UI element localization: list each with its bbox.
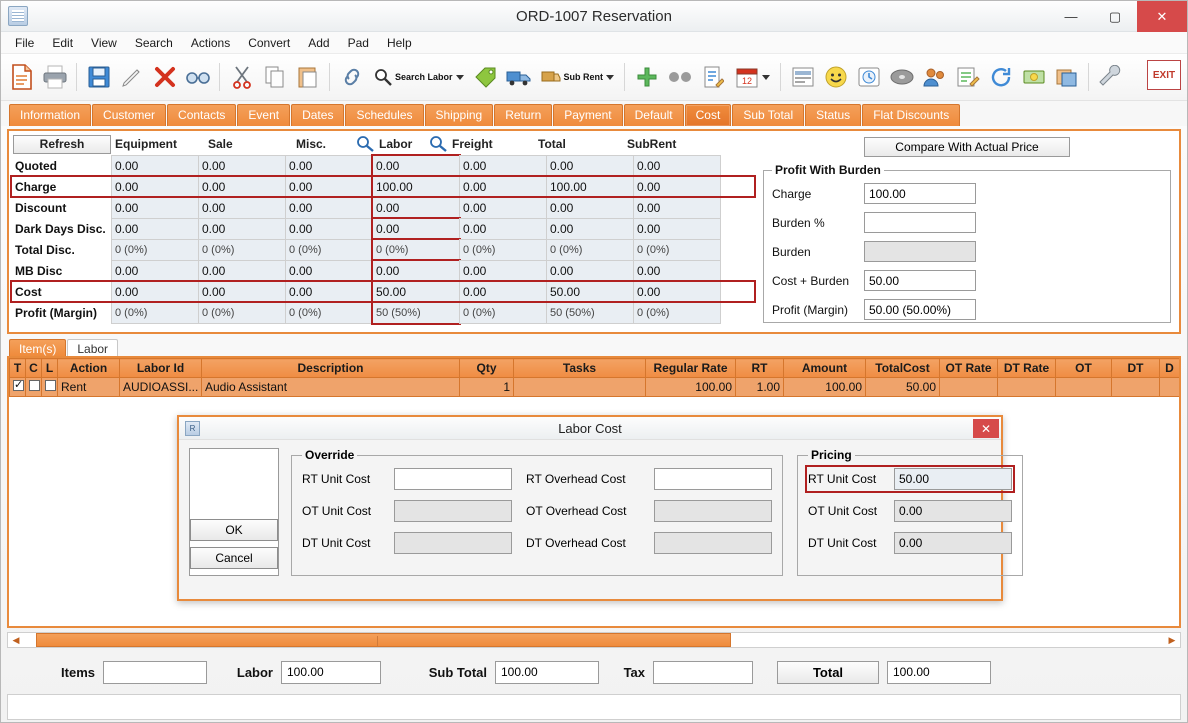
field-override-dt-unit-cost bbox=[302, 532, 512, 554]
save-icon[interactable] bbox=[84, 60, 114, 94]
cell-quoted-freight[interactable]: 0.00 bbox=[459, 155, 547, 177]
status-bar bbox=[7, 694, 1181, 720]
row-label-discount: Discount bbox=[15, 200, 67, 215]
label-override-rt-unit-cost: RT Unit Cost bbox=[302, 472, 371, 486]
cell-ot-rate[interactable] bbox=[940, 378, 998, 397]
cell-profit-total: 50 (50%) bbox=[546, 302, 634, 324]
label-charge: Charge bbox=[772, 186, 812, 201]
menu-bar bbox=[1, 32, 1187, 54]
toolbar bbox=[1, 54, 1187, 101]
menu-add[interactable]: Add bbox=[308, 35, 330, 50]
exit-button[interactable]: EXIT bbox=[1147, 60, 1181, 90]
pricing-legend: Pricing bbox=[811, 448, 852, 462]
cell-charge-sale[interactable]: 0.00 bbox=[198, 176, 286, 198]
calendar-button[interactable] bbox=[731, 60, 774, 94]
new-document-icon[interactable] bbox=[7, 60, 37, 94]
tab-labor[interactable]: Labor bbox=[67, 339, 118, 356]
field-pricing-rt-unit-cost bbox=[808, 468, 1012, 490]
cell-quoted-sale[interactable]: 0.00 bbox=[198, 155, 286, 177]
dialog-body bbox=[179, 440, 1001, 584]
ok-button[interactable]: OK bbox=[190, 519, 278, 541]
cell-profit-equipment: 0 (0%) bbox=[111, 302, 199, 324]
cell-charge-labor[interactable]: 100.00 bbox=[372, 176, 460, 198]
col-dt[interactable]: DT bbox=[1112, 359, 1160, 378]
labor-cost-dialog bbox=[177, 415, 1003, 601]
compare-with-actual-price-button[interactable]: Compare With Actual Price bbox=[864, 137, 1070, 157]
cell-mbdisc-misc[interactable]: 0.00 bbox=[285, 260, 373, 282]
total-value[interactable]: 100.00 bbox=[887, 661, 991, 684]
input-cost-plus-burden[interactable]: 50.00 bbox=[864, 270, 976, 291]
cell-cost-labor[interactable]: 50.00 bbox=[372, 281, 460, 303]
field-override-ot-unit-cost bbox=[302, 500, 512, 522]
add-icon[interactable] bbox=[632, 60, 662, 94]
row-label-total-disc: Total Disc. bbox=[15, 242, 75, 257]
cell-mbdisc-subrent[interactable]: 0.00 bbox=[633, 260, 721, 282]
cell-discount-equipment[interactable]: 0.00 bbox=[111, 197, 199, 219]
toolbar-separator bbox=[76, 63, 78, 91]
cell-regular-rate[interactable]: 100.00 bbox=[646, 378, 736, 397]
col-labor: Labor bbox=[379, 137, 413, 151]
col-qty[interactable]: Qty bbox=[460, 359, 514, 378]
subtotal-value[interactable]: 100.00 bbox=[495, 661, 599, 684]
override-legend: Override bbox=[305, 448, 355, 462]
smiley-icon[interactable] bbox=[821, 60, 851, 94]
cell-description[interactable]: Audio Assistant bbox=[202, 378, 460, 397]
cell-totaldisc-sale: 0 (0%) bbox=[198, 239, 286, 261]
cell-mbdisc-sale[interactable]: 0.00 bbox=[198, 260, 286, 282]
people-icon[interactable] bbox=[920, 60, 950, 94]
col-rt[interactable]: RT bbox=[736, 359, 784, 378]
cell-labor-id[interactable]: AUDIOASSI... bbox=[120, 378, 202, 397]
disc-icon[interactable] bbox=[887, 60, 917, 94]
tab-status[interactable]: Status bbox=[805, 104, 861, 126]
cell-discount-misc[interactable]: 0.00 bbox=[285, 197, 373, 219]
cell-cost-equipment[interactable]: 0.00 bbox=[111, 281, 199, 303]
cell-profit-freight: 0 (0%) bbox=[459, 302, 547, 324]
l-checkbox[interactable] bbox=[45, 380, 56, 391]
dialog-actions bbox=[189, 448, 279, 576]
col-l[interactable]: L bbox=[42, 359, 58, 378]
col-d[interactable]: D bbox=[1160, 359, 1180, 378]
tab-contacts[interactable]: Contacts bbox=[167, 104, 236, 126]
cell-amount[interactable]: 100.00 bbox=[784, 378, 866, 397]
cell-cost-sale[interactable]: 0.00 bbox=[198, 281, 286, 303]
table-row bbox=[11, 155, 755, 176]
cell-charge-misc[interactable]: 0.00 bbox=[285, 176, 373, 198]
delete-icon[interactable] bbox=[150, 60, 180, 94]
col-misc: Misc. bbox=[296, 137, 327, 151]
sub-rent-button[interactable] bbox=[537, 60, 619, 94]
subtotal-label: Sub Total bbox=[428, 664, 487, 680]
input-override-rt-overhead-cost[interactable] bbox=[654, 468, 772, 490]
cell-totaldisc-equipment: 0 (0%) bbox=[111, 239, 199, 261]
tax-label: Tax bbox=[623, 664, 645, 680]
cell-totalcost[interactable]: 50.00 bbox=[866, 378, 940, 397]
chevron-down-icon[interactable] bbox=[456, 75, 464, 80]
labor-grid bbox=[9, 358, 1180, 397]
table-row bbox=[11, 239, 755, 260]
row-label-quoted: Quoted bbox=[15, 158, 57, 173]
row-label-dark-days-disc: Dark Days Disc. bbox=[15, 221, 106, 236]
col-description[interactable]: Description bbox=[202, 359, 460, 378]
row-label-mb-disc: MB Disc bbox=[15, 263, 63, 278]
cell-profit-labor: 50 (50%) bbox=[372, 302, 460, 324]
cell-mbdisc-freight[interactable]: 0.00 bbox=[459, 260, 547, 282]
cell-quoted-misc[interactable]: 0.00 bbox=[285, 155, 373, 177]
cell-darkdays-labor[interactable]: 0.00 bbox=[372, 218, 460, 240]
dialog-close-button[interactable]: ✕ bbox=[973, 419, 999, 438]
pricing-fieldset bbox=[797, 448, 1023, 576]
input-override-ot-unit-cost bbox=[394, 500, 512, 522]
label-burden-percent: Burden % bbox=[772, 215, 825, 230]
close-button[interactable]: ✕ bbox=[1137, 1, 1187, 32]
cell-totaldisc-misc: 0 (0%) bbox=[285, 239, 373, 261]
row-label-charge: Charge bbox=[15, 179, 57, 194]
tab-sub-total[interactable]: Sub Total bbox=[732, 104, 804, 126]
label-pricing-rt-unit-cost: RT Unit Cost bbox=[808, 472, 877, 486]
input-profit-margin[interactable]: 50.00 (50.00%) bbox=[864, 299, 976, 320]
cell-totaldisc-labor: 0 (0%) bbox=[372, 239, 460, 261]
col-totalcost[interactable]: TotalCost bbox=[866, 359, 940, 378]
col-amount[interactable]: Amount bbox=[784, 359, 866, 378]
tab-default[interactable]: Default bbox=[624, 104, 684, 126]
cell-mbdisc-total[interactable]: 0.00 bbox=[546, 260, 634, 282]
cards-icon[interactable] bbox=[1052, 60, 1082, 94]
label-pricing-dt-unit-cost: DT Unit Cost bbox=[808, 536, 877, 550]
col-total: Total bbox=[538, 137, 566, 151]
col-action[interactable]: Action bbox=[58, 359, 120, 378]
input-override-dt-unit-cost bbox=[394, 532, 512, 554]
view-glasses-icon[interactable] bbox=[183, 60, 213, 94]
svg-text:12: 12 bbox=[742, 76, 753, 86]
report-icon[interactable] bbox=[788, 60, 818, 94]
cell-quoted-subrent[interactable]: 0.00 bbox=[633, 155, 721, 177]
cell-darkdays-misc[interactable]: 0.00 bbox=[285, 218, 373, 240]
cell-cost-misc[interactable]: 0.00 bbox=[285, 281, 373, 303]
totals-bar bbox=[7, 656, 1181, 688]
total-button[interactable]: Total bbox=[777, 661, 879, 684]
cell-cost-subrent[interactable]: 0.00 bbox=[633, 281, 721, 303]
cell-ot[interactable] bbox=[1056, 378, 1112, 397]
cut-icon[interactable] bbox=[227, 60, 257, 94]
truck-icon[interactable] bbox=[504, 60, 534, 94]
misc-search-icon[interactable] bbox=[355, 134, 375, 155]
scroll-right-arrow[interactable]: ▶ bbox=[1168, 634, 1176, 645]
col-subrent: SubRent bbox=[627, 137, 677, 151]
cell-l-checkbox[interactable] bbox=[42, 378, 58, 397]
labor-grid-header-row bbox=[10, 359, 1180, 378]
input-pricing-ot-unit-cost: 0.00 bbox=[894, 500, 1012, 522]
items-label: Items bbox=[61, 664, 95, 680]
table-row bbox=[11, 302, 755, 323]
tab-cost[interactable]: Cost bbox=[685, 104, 732, 126]
notes-icon[interactable] bbox=[698, 60, 728, 94]
cell-discount-total[interactable]: 0.00 bbox=[546, 197, 634, 219]
table-row bbox=[11, 260, 755, 281]
tab-information[interactable]: Information bbox=[9, 104, 91, 126]
link-icon[interactable] bbox=[337, 60, 367, 94]
cell-darkdays-subrent[interactable]: 0.00 bbox=[633, 218, 721, 240]
tax-value[interactable] bbox=[653, 661, 753, 684]
chevron-down-icon[interactable] bbox=[606, 75, 614, 80]
toolbar-separator bbox=[624, 63, 626, 91]
field-burden bbox=[772, 241, 1162, 262]
tab-payment[interactable]: Payment bbox=[553, 104, 622, 126]
override-fieldset bbox=[291, 448, 783, 576]
toolbar-separator bbox=[219, 63, 221, 91]
label-override-ot-overhead-cost: OT Overhead Cost bbox=[526, 504, 627, 518]
cell-cost-freight[interactable]: 0.00 bbox=[459, 281, 547, 303]
cell-discount-labor[interactable]: 0.00 bbox=[372, 197, 460, 219]
sub-rent-label: Sub Rent bbox=[563, 71, 604, 82]
cell-c-checkbox[interactable] bbox=[26, 378, 42, 397]
maximize-button[interactable]: ▢ bbox=[1108, 8, 1122, 24]
toolbar-separator bbox=[780, 63, 782, 91]
cell-profit-subrent: 0 (0%) bbox=[633, 302, 721, 324]
cell-discount-sale[interactable]: 0.00 bbox=[198, 197, 286, 219]
lower-tabstrip bbox=[1, 334, 1187, 356]
table-row-charge bbox=[11, 176, 755, 197]
items-value[interactable] bbox=[103, 661, 207, 684]
cell-dt-rate[interactable] bbox=[998, 378, 1056, 397]
edit-note-icon[interactable] bbox=[953, 60, 983, 94]
cell-mbdisc-equipment[interactable]: 0.00 bbox=[111, 260, 199, 282]
labor-value[interactable]: 100.00 bbox=[281, 661, 381, 684]
label-override-dt-overhead-cost: DT Overhead Cost bbox=[526, 536, 626, 550]
tab-shipping[interactable]: Shipping bbox=[425, 104, 494, 126]
refresh-cycle-icon[interactable] bbox=[986, 60, 1016, 94]
cell-cost-total[interactable]: 50.00 bbox=[546, 281, 634, 303]
cell-discount-subrent[interactable]: 0.00 bbox=[633, 197, 721, 219]
page-title: ORD-1007 Reservation bbox=[516, 7, 672, 25]
table-row bbox=[11, 218, 755, 239]
table-row-cost bbox=[11, 281, 755, 302]
cell-charge-total[interactable]: 100.00 bbox=[546, 176, 634, 198]
col-ot-rate[interactable]: OT Rate bbox=[940, 359, 998, 378]
profit-with-burden-fieldset bbox=[763, 163, 1171, 323]
c-checkbox[interactable] bbox=[29, 380, 40, 391]
field-burden-percent bbox=[772, 212, 1162, 233]
tab-dates[interactable]: Dates bbox=[291, 104, 344, 126]
cell-charge-equipment[interactable]: 0.00 bbox=[111, 176, 199, 198]
col-t[interactable]: T bbox=[10, 359, 26, 378]
title-bar bbox=[1, 1, 1187, 32]
field-override-dt-overhead-cost bbox=[526, 532, 772, 554]
field-profit-margin bbox=[772, 299, 1162, 320]
toolbar-separator bbox=[329, 63, 331, 91]
profit-with-burden-area bbox=[755, 131, 1179, 332]
field-pricing-dt-unit-cost bbox=[808, 532, 1012, 554]
refresh-button[interactable]: Refresh bbox=[13, 135, 111, 154]
input-override-ot-overhead-cost bbox=[654, 500, 772, 522]
cost-grid bbox=[9, 131, 755, 332]
input-override-rt-unit-cost[interactable] bbox=[394, 468, 512, 490]
cell-profit-misc: 0 (0%) bbox=[285, 302, 373, 324]
input-pricing-rt-unit-cost[interactable]: 50.00 bbox=[894, 468, 1012, 490]
menu-view[interactable]: View bbox=[91, 35, 117, 50]
cell-darkdays-total[interactable]: 0.00 bbox=[546, 218, 634, 240]
cell-dt[interactable] bbox=[1112, 378, 1160, 397]
label-override-dt-unit-cost: DT Unit Cost bbox=[302, 536, 371, 550]
toolbar-separator bbox=[1088, 63, 1090, 91]
cell-quoted-labor[interactable]: 0.00 bbox=[372, 155, 460, 177]
dialog-title-bar bbox=[179, 417, 1001, 440]
table-row[interactable] bbox=[10, 378, 1180, 397]
cost-panel bbox=[7, 129, 1181, 334]
col-freight: Freight bbox=[452, 137, 493, 151]
row-label-cost: Cost bbox=[15, 284, 42, 299]
labor-label: Labor bbox=[236, 664, 273, 680]
cell-discount-freight[interactable]: 0.00 bbox=[459, 197, 547, 219]
cell-darkdays-equipment[interactable]: 0.00 bbox=[111, 218, 199, 240]
cell-tasks[interactable] bbox=[514, 378, 646, 397]
cost-grid-header bbox=[11, 133, 755, 155]
row-label-profit-margin: Profit (Margin) bbox=[15, 305, 97, 320]
cell-action[interactable]: Rent bbox=[58, 378, 120, 397]
input-burden bbox=[864, 241, 976, 262]
field-override-rt-unit-cost bbox=[302, 468, 512, 490]
cell-qty[interactable]: 1 bbox=[460, 378, 514, 397]
scroll-left-arrow[interactable]: ◀ bbox=[12, 634, 20, 645]
cell-darkdays-freight[interactable]: 0.00 bbox=[459, 218, 547, 240]
tag-icon[interactable] bbox=[471, 60, 501, 94]
copy-icon[interactable] bbox=[260, 60, 290, 94]
profit-with-burden-legend: Profit With Burden bbox=[775, 163, 881, 177]
scroll-track[interactable] bbox=[24, 633, 1164, 647]
window-controls bbox=[1049, 1, 1187, 32]
cell-mbdisc-labor[interactable]: 0.00 bbox=[372, 260, 460, 282]
field-cost-plus-burden bbox=[772, 270, 1162, 291]
tab-return[interactable]: Return bbox=[494, 104, 552, 126]
menu-help[interactable]: Help bbox=[386, 35, 412, 50]
t-checkbox[interactable] bbox=[13, 380, 24, 391]
field-override-rt-overhead-cost bbox=[526, 468, 772, 490]
col-sale: Sale bbox=[208, 137, 233, 151]
cell-profit-sale: 0 (0%) bbox=[198, 302, 286, 324]
tab-flat-discounts[interactable]: Flat Discounts bbox=[862, 104, 960, 126]
input-override-dt-overhead-cost bbox=[654, 532, 772, 554]
cell-charge-subrent[interactable]: 0.00 bbox=[633, 176, 721, 198]
cancel-button[interactable]: Cancel bbox=[190, 547, 278, 569]
col-tasks[interactable]: Tasks bbox=[514, 359, 646, 378]
cell-charge-freight[interactable]: 0.00 bbox=[459, 176, 547, 198]
tab-event[interactable]: Event bbox=[237, 104, 290, 126]
col-dt-rate[interactable]: DT Rate bbox=[998, 359, 1056, 378]
col-ot[interactable]: OT bbox=[1056, 359, 1112, 378]
cell-totaldisc-total: 0 (0%) bbox=[546, 239, 634, 261]
col-equipment: Equipment bbox=[115, 137, 177, 151]
menu-actions[interactable]: Actions bbox=[190, 35, 231, 50]
tab-customer[interactable]: Customer bbox=[92, 104, 166, 126]
menu-convert[interactable]: Convert bbox=[248, 35, 291, 50]
input-charge[interactable]: 100.00 bbox=[864, 183, 976, 204]
cell-totaldisc-subrent: 0 (0%) bbox=[633, 239, 721, 261]
cell-d[interactable] bbox=[1160, 378, 1180, 397]
labor-search-icon[interactable] bbox=[428, 134, 448, 155]
minimize-button[interactable]: — bbox=[1064, 9, 1078, 24]
cell-quoted-total[interactable]: 0.00 bbox=[546, 155, 634, 177]
clock-user-icon[interactable] bbox=[854, 60, 884, 94]
menu-edit[interactable]: Edit bbox=[52, 35, 74, 50]
search-labor-button[interactable] bbox=[370, 60, 468, 94]
cell-rt[interactable]: 1.00 bbox=[736, 378, 784, 397]
wrench-icon[interactable] bbox=[1096, 60, 1126, 94]
field-pricing-ot-unit-cost bbox=[808, 500, 1012, 522]
cell-totaldisc-freight: 0 (0%) bbox=[459, 239, 547, 261]
label-profit-margin: Profit (Margin) bbox=[772, 302, 849, 317]
search-labor-label-line1: Search Labor bbox=[395, 71, 453, 82]
tab-schedules[interactable]: Schedules bbox=[345, 104, 423, 126]
dialog-icon: R bbox=[185, 421, 200, 436]
label-pricing-ot-unit-cost: OT Unit Cost bbox=[808, 504, 878, 518]
menu-pad[interactable]: Pad bbox=[347, 35, 369, 50]
label-cost-plus-burden: Cost + Burden bbox=[772, 273, 850, 288]
col-c[interactable]: C bbox=[26, 359, 42, 378]
scroll-thumb[interactable] bbox=[36, 633, 731, 647]
table-row bbox=[11, 197, 755, 218]
dialog-title: Labor Cost bbox=[558, 420, 622, 436]
label-override-ot-unit-cost: OT Unit Cost bbox=[302, 504, 372, 518]
paste-icon[interactable] bbox=[293, 60, 323, 94]
col-labor-id[interactable]: Labor Id bbox=[120, 359, 202, 378]
input-pricing-dt-unit-cost: 0.00 bbox=[894, 532, 1012, 554]
horizontal-scrollbar[interactable] bbox=[7, 632, 1181, 648]
cell-t-checkbox[interactable] bbox=[10, 378, 26, 397]
cell-quoted-equipment[interactable]: 0.00 bbox=[111, 155, 199, 177]
print-icon[interactable] bbox=[40, 60, 70, 94]
menu-search[interactable]: Search bbox=[134, 35, 173, 50]
field-override-ot-overhead-cost bbox=[526, 500, 772, 522]
money-icon[interactable] bbox=[1019, 60, 1049, 94]
merge-icon[interactable] bbox=[665, 60, 695, 94]
label-override-rt-overhead-cost: RT Overhead Cost bbox=[526, 472, 626, 486]
chevron-down-icon[interactable] bbox=[762, 75, 770, 80]
col-regular-rate[interactable]: Regular Rate bbox=[646, 359, 736, 378]
menu-file[interactable]: File bbox=[15, 35, 35, 50]
main-tabstrip bbox=[1, 101, 1187, 126]
label-burden: Burden bbox=[772, 244, 811, 259]
tab-items[interactable]: Item(s) bbox=[9, 339, 66, 356]
field-charge bbox=[772, 183, 1162, 204]
edit-pencil-icon[interactable] bbox=[117, 60, 147, 94]
cell-darkdays-sale[interactable]: 0.00 bbox=[198, 218, 286, 240]
input-burden-percent[interactable] bbox=[864, 212, 976, 233]
